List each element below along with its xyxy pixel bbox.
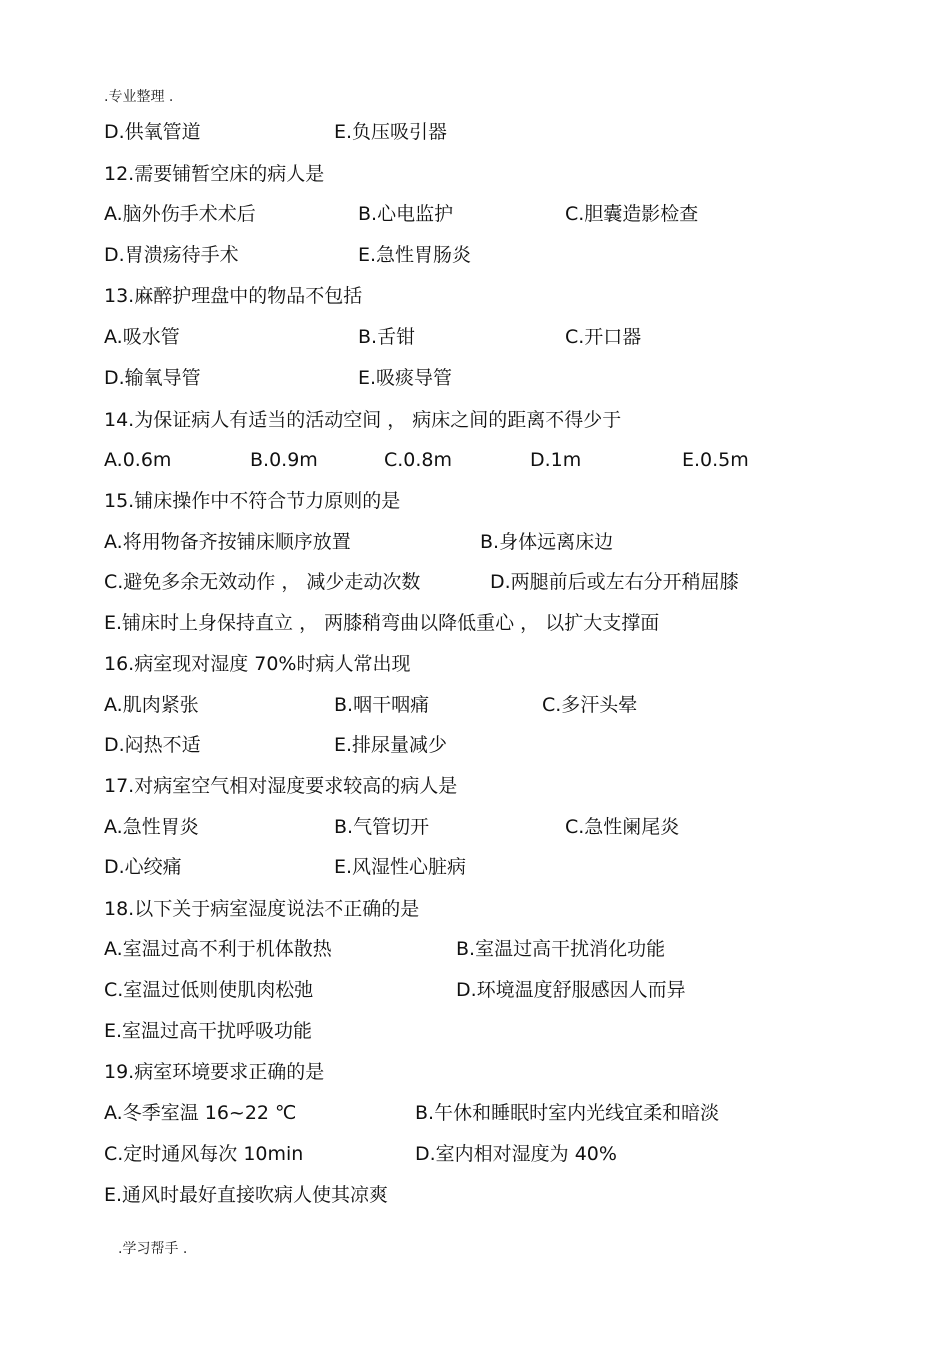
question-text: 16.病室现对湿度 70%时病人常出现 <box>104 653 411 675</box>
answer-option: A.肌肉紧张 <box>104 694 199 716</box>
page-footer: .学习帮手 . <box>118 1241 188 1257</box>
answer-option: A.冬季室温 16~22 ℃ <box>104 1102 297 1124</box>
answer-option: C.胆囊造影检查 <box>565 203 699 225</box>
question-text: 17.对病室空气相对湿度要求较高的病人是 <box>104 775 458 797</box>
answer-option: C.开口器 <box>565 326 642 348</box>
question-text: 12.需要铺暂空床的病人是 <box>104 163 325 185</box>
answer-option: B.气管切开 <box>334 816 430 838</box>
answer-option: A.室温过高不利于机体散热 <box>104 938 332 960</box>
page-header: .专业整理 . <box>104 89 174 105</box>
answer-option: A.脑外伤手术术后 <box>104 203 256 225</box>
answer-option: A.急性胃炎 <box>104 816 199 838</box>
answer-option: D.供氧管道 <box>104 121 201 143</box>
answer-option: C.避免多余无效动作 ， 减少走动次数 <box>104 571 421 593</box>
answer-option: C.多汗头晕 <box>542 694 638 716</box>
answer-option: B.心电监护 <box>358 203 454 225</box>
answer-option: A.将用物备齐按铺床顺序放置 <box>104 531 351 553</box>
answer-option: D.心绞痛 <box>104 856 182 878</box>
answer-option: A.0.6m <box>104 449 172 471</box>
question-text: 14.为保证病人有适当的活动空间 ， 病床之间的距离不得少于 <box>104 409 622 431</box>
answer-option: C.定时通风每次 10min <box>104 1143 304 1165</box>
answer-option: E.急性胃肠炎 <box>358 244 472 266</box>
answer-option: D.闷热不适 <box>104 734 201 756</box>
answer-option: E.负压吸引器 <box>334 121 448 143</box>
answer-option: D.输氧导管 <box>104 367 201 389</box>
answer-option: B.舌钳 <box>358 326 416 348</box>
question-text: E.通风时最好直接吹病人使其凉爽 <box>104 1184 389 1206</box>
answer-option: C.0.8m <box>384 449 453 471</box>
answer-option: B.咽干咽痛 <box>334 694 430 716</box>
answer-option: D.胃溃疡待手术 <box>104 244 239 266</box>
answer-option: A.吸水管 <box>104 326 180 348</box>
answer-option: C.室温过低则使肌肉松弛 <box>104 979 314 1001</box>
answer-option: B.室温过高干扰消化功能 <box>456 938 666 960</box>
answer-option: B.0.9m <box>250 449 318 471</box>
answer-option: E.吸痰导管 <box>358 367 453 389</box>
answer-option: E.风湿性心脏病 <box>334 856 467 878</box>
answer-option: B.身体远离床边 <box>480 531 614 553</box>
answer-option: D.1m <box>530 449 582 471</box>
question-text: 15.铺床操作中不符合节力原则的是 <box>104 490 401 512</box>
question-text: 13.麻醉护理盘中的物品不包括 <box>104 285 363 307</box>
answer-option: D.室内相对湿度为 40% <box>415 1143 617 1165</box>
answer-option: D.两腿前后或左右分开稍屈膝 <box>490 571 739 593</box>
answer-option: B.午休和睡眠时室内光线宜柔和暗淡 <box>415 1102 720 1124</box>
question-text: 18.以下关于病室湿度说法不正确的是 <box>104 898 420 920</box>
question-text: 19.病室环境要求正确的是 <box>104 1061 325 1083</box>
answer-option: E.0.5m <box>682 449 749 471</box>
answer-option: D.环境温度舒服感因人而异 <box>456 979 686 1001</box>
question-text: E.室温过高干扰呼吸功能 <box>104 1020 313 1042</box>
question-text: E.铺床时上身保持直立 ， 两膝稍弯曲以降低重心 ， 以扩大支撑面 <box>104 612 660 634</box>
answer-option: E.排尿量减少 <box>334 734 448 756</box>
answer-option: C.急性阑尾炎 <box>565 816 680 838</box>
